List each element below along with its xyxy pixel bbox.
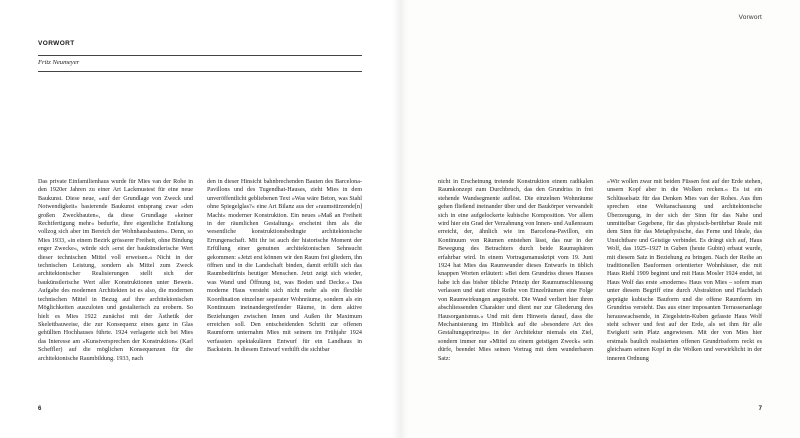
page-number-left: 6	[38, 406, 42, 412]
title-rule-bottom	[38, 71, 362, 72]
text-column-2: den in dieser Hinsicht bahnbrechenden Bauten des Barcelona-Pavillons und des Tugendhat-Hauses, zieht Mies in dem unveröffentlicht gebliebenen Text »Was wäre Beton, was Stahl ohne Spiegelglas?« eine Art Bilanz aus der »raumstürzende[n] Macht« moderner Konstruktion. Ein neues »Maß an Freiheit in der räumlichen Gestaltung« erscheint ihm als die wesentliche konstruktionsbedingte architektonische Errungenschaft. Mit ihr ist auch der historische Moment der Erfüllung einer genuinen architektonischen Sehnsucht gekommen: »Jetzt erst können wir den Raum frei gliedern, ihn öffnen und in die Landschaft binden, damit erfüllt sich das Raumbedürfnis heutiger Menschen. Jetzt zeigt sich wieder, was Wand und Öffnung ist, was Boden und Decke.« Das moderne Haus versteht sich nicht mehr als ein flexible Koordination einzelner separater Wohnräume, sondern als ein Kontinuum ineinandergreifender Räume, in dem aktive Beziehungen zwischen Innen und Außen ihr Maximum erreichen soll. Den entscheidenden Schritt zur offenen Raumform unternahm Mies mit seinem im Frühjahr 1924 verfassten spektakulären Entwurf für ein Landhaus in Backstein. In diesem Entwurf verhilft die sichtbar	[207, 179, 362, 354]
author-name: Fritz Neumeyer	[38, 59, 80, 66]
page-number-right: 7	[758, 406, 762, 412]
text-column-1: Das private Einfamilienhaus wurde für Mies van der Rohe in den 1920er Jahren zu einer Art Lackmustest für eine neue Baukunst. Diese neue, »auf der Grundlage von Zweck und Notwendigkeit« basierende Baukunst entsprang zwar »den großen Zweckbauten«, da diese Grundlage »keiner Rechtfertigung mehr« bedurfte, ihre eigentliche Entfaltung vollzog sich aber im Bereich der Wohnhausbauten«. Denn, so Mies 1933, »in einem Bezirk grösserer Freiheit, ohne Bindung enger Zwecke«, würde sich »erst der baukünstlerische Wert dieser technischen Mittel voll erweisen.« Nicht in der technischen Leistung, sondern als Mittel zum Zweck architektonischer Realisierungen stellt sich der baukünstlerische Wert aller Konstruktionen unter Beweis. Aufgabe des modernen Architekten ist es also, die modernen technischen Mittel in Bezug auf ihre architektonischen Möglichkeiten auszuloten und gestalterisch zu erobern. So hielt es Mies 1922 zunächst mit der Ästhetik der Skelettbauweise, die zur Konsequenz eines ganz in Glas gehüllten Hochhauses führte. 1924 verlagerte sich bei Mies das Interesse am »Kunstversprechen der Konstruktion« (Karl Scheffler) auf die möglichen Konsequenzen für die architektonische Raumbildung. 1933, nach	[38, 179, 193, 362]
running-head: Vorwort	[738, 14, 762, 21]
book-gutter	[392, 0, 408, 438]
right-page	[400, 0, 800, 438]
text-column-3: nicht in Erscheinung tretende Konstruktion einem radikalen Raumkonzept zum Durchbruch, das den Grundriss in frei stehende Wandsegmente auflöst. Die einzelnen Wohnräume gehen fließend ineinander über und der Baukörper verwandelt sich in eine aufgelockerte kubische Komposition. Vor allem wird hier ein Grad der Verzahnung von Innen- und Außenraum erreicht, der, ähnlich wie im Barcelona-Pavillon, ein Kontinuum von Räumen entstehen lässt, das nur in der Bewegung des Betrachters durch beide Raumsphären erfahrbar wird. In einem Vortragsmanuskript vom 19. Juni 1924 hat Mies das Raumwunder dieses Entwurfs in üblich knappen Worten erläutert: »Bei dem Grundriss dieses Hauses habe ich das bisher übliche Prinzip der Raumumschliessung verlassen und statt einer Reihe von Einzelräumen eine Folge von Raumwirkungen angestrebt. Die Wand verliert hier ihren abschliessenden Charakter und dient nur zur Gliederung des Hausorganismus.« Und mit dem Hinweis darauf, dass die Mechanisierung im Hinblick auf die »besondere Art des Gestaltungsprinzips« in der Architektur niemals ein Ziel, sondern immer nur »Mittel zu einem geistigen Zweck« sein dürfe, beendet Mies seinen Vortrag mit dem wunderbaren Satz:	[438, 179, 593, 362]
text-column-4: »Wir wollen zwar mit beiden Füssen fest auf der Erde stehen, unsern Kopf aber in die Wolken recken.« Es ist ein Schlüsselsatz für das Denken Mies van der Rohes. Aus ihm sprechen eine Weltanschauung und architektonische Überzeugung, in der sich der Sinn für das Nahe und unmittelbar Gegebene, für das physisch-berührbar Reale mit dem Sinn für das Metaphysische, das Ferne und Ideale, das Unsichtbare und Geistige verbindet. Es drängt sich auf, Haus Wolf, das 1925–1927 in Guben (heute Gubin) erbaut wurde, mit diesem Satz in Beziehung zu bringen. Nach der Reihe an traditionellen Bauformen orientierter Wohnhäuser, die mit Haus Riehl 1909 beginnt und mit Haus Mosler 1924 endet, ist Haus Wolf das erste »moderne« Haus von Mies – sofern man unter diesem Begriff eine durch Abstraktion und Flachdach geprägte kubische Bauform und die offene Raumform im Grundriss versteht. Das aus einer imposanten Terrassenanlage herauswachsende, in Ziegelstein-Kuben gefasste Haus Wolf steht schwer und fest auf der Erde, als sei ihm für alle Ewigkeit sein Platz angewiesen. Mit der von Mies hier erstmals baulich realisierten offenen Grundrissform reckt es gleichsam seinen Kopf in die Wolken und verwirklicht in der inneren Ordnung	[607, 179, 762, 362]
title-rule-top	[38, 55, 362, 56]
section-title: VORWORT	[38, 40, 75, 47]
